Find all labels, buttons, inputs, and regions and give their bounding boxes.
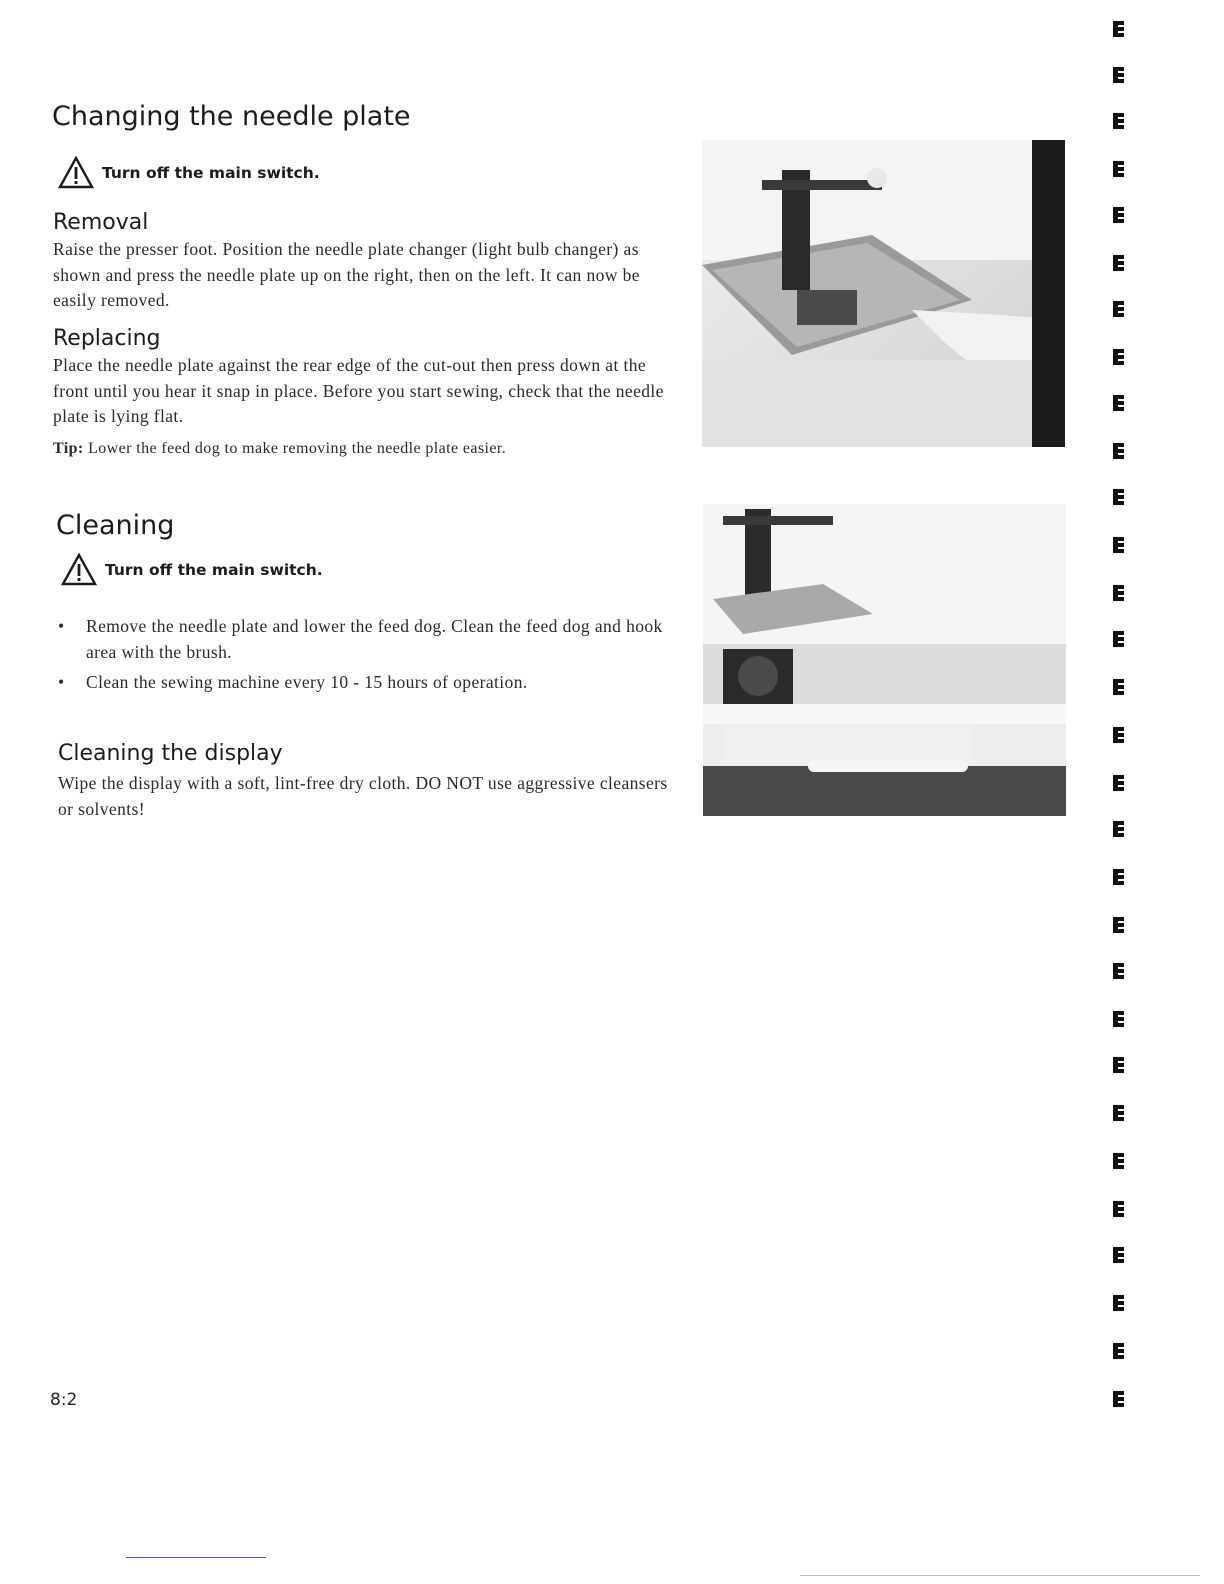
tab-marker (1111, 820, 1127, 838)
tab-marker (1111, 394, 1127, 412)
tab-marker (1111, 300, 1127, 318)
tip-label: Tip: (53, 440, 84, 457)
replacing-heading: Replacing (53, 326, 161, 351)
bottom-rule (126, 1557, 266, 1558)
tab-marker (1111, 536, 1127, 554)
cleaning-photo (703, 504, 1066, 816)
cleaning-display-text: Wipe the display with a soft, lint-free dry cloth. DO NOT use aggressive cleansers or solvents! (58, 773, 668, 819)
tab-marker (1111, 726, 1127, 744)
tab-marker (1111, 1152, 1127, 1170)
warning-icon (58, 156, 94, 189)
tab-marker (1111, 868, 1127, 886)
tab-marker (1111, 1246, 1127, 1264)
tab-marker (1111, 630, 1127, 648)
removal-heading: Removal (53, 210, 149, 235)
warning-icon (61, 553, 97, 586)
cleaning-bullet (58, 614, 678, 666)
bullet-dot: • (58, 672, 65, 692)
bullet-text: Remove the needle plate and lower the feed dog. Clean the feed dog and hook area with the brush. (86, 616, 663, 662)
tab-marker (1111, 254, 1127, 272)
page-number: 8:2 (50, 1390, 78, 1410)
cleaning-display-heading: Cleaning the display (58, 741, 283, 766)
tab-marker (1111, 678, 1127, 696)
tab-marker (1111, 1200, 1127, 1218)
tab-marker (1111, 348, 1127, 366)
section-title-cleaning: Cleaning (56, 510, 175, 541)
tab-marker (1111, 206, 1127, 224)
removal-text: Raise the presser foot. Position the needle plate changer (light bulb changer) as shown and press the needle plate up on the right, then on the left. It can now be easily removed. (53, 239, 640, 310)
bullet-text: Clean the sewing machine every 10 - 15 hours of operation. (86, 672, 528, 692)
warning-cleaning (61, 553, 323, 586)
section-title-needle-plate: Changing the needle plate (52, 101, 411, 132)
tip-text (53, 436, 665, 462)
tab-marker (1111, 1390, 1127, 1408)
tab-marker (1111, 20, 1127, 38)
needle-plate-photo (702, 140, 1065, 447)
warning-needle-plate (58, 156, 320, 189)
tab-marker (1111, 160, 1127, 178)
replacing-text: Place the needle plate against the rear edge of the cut-out then press down at the front until you hear it snap in place. Before you start sewing, check that the needle plate is lying flat. (53, 355, 664, 426)
bottom-rule-right (800, 1575, 1200, 1576)
tab-marker (1111, 916, 1127, 934)
warning-text: Turn off the main switch. (105, 560, 323, 579)
tab-marker (1111, 1342, 1127, 1360)
tab-marker (1111, 112, 1127, 130)
tab-marker (1111, 1010, 1127, 1028)
tip-body: Lower the feed dog to make removing the needle plate easier. (88, 440, 507, 457)
cleaning-bullet (58, 670, 678, 696)
tab-marker (1111, 1104, 1127, 1122)
tab-marker (1111, 774, 1127, 792)
tab-marker (1111, 66, 1127, 84)
tab-marker (1111, 488, 1127, 506)
tab-marker (1111, 962, 1127, 980)
tab-marker (1111, 584, 1127, 602)
tab-marker (1111, 442, 1127, 460)
tab-marker (1111, 1294, 1127, 1312)
warning-text: Turn off the main switch. (102, 163, 320, 182)
tab-marker (1111, 1056, 1127, 1074)
bullet-dot: • (58, 616, 65, 636)
